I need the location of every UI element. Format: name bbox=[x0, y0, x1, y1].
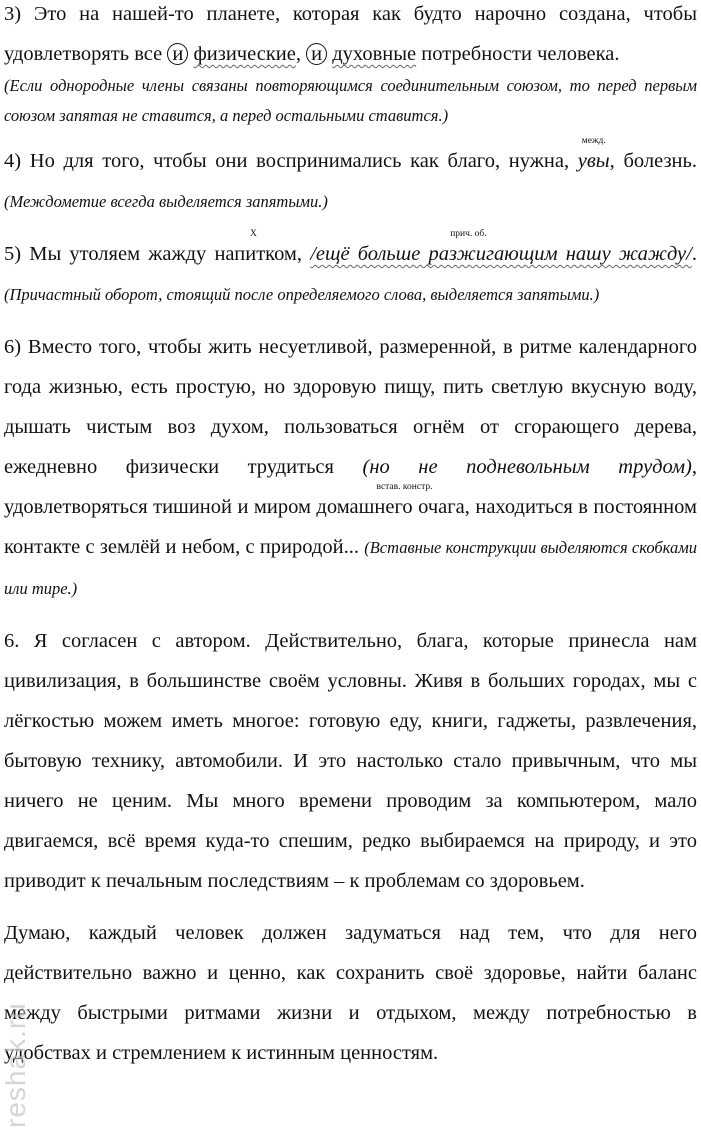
conjunction-circle-2: и bbox=[306, 43, 327, 65]
item-4-note: (Междометие всегда выделяется запятыми.) bbox=[4, 192, 328, 211]
watermark-logo: reshak.ru bbox=[0, 1002, 31, 1128]
insert-construction bbox=[362, 456, 692, 492]
homogeneous-member-2: духовные bbox=[332, 43, 417, 65]
item-6-text: 6) Вместо того, чтобы жить несуетливой, размеренной, в ритме календарного года жизнью, есть простую, но здоровую пищу, пить светлую вкусную воду, дышать чистым воз духом, пользоваться огнём от сгорающего дерева, ежедневно физически трудиться bbox=[4, 336, 697, 478]
item-3-note: (Если однородные члены связаны повторяющимся соединительным союзом, то перед первым союзом запятая не ставится, а перед остальными ставится.) bbox=[4, 76, 697, 125]
item-4-text2: , болезнь. bbox=[609, 150, 697, 172]
item-5-text-wrap bbox=[4, 229, 303, 265]
item-6 bbox=[4, 327, 697, 609]
section-6-paragraph-1: 6. Я согласен с автором. Действительно, блага, которые принесла нам цивилизация, в большинстве своём условны. Живя в больших городах, мы с лёгкостью можем иметь многое: готовую еду, книги, гаджеты, развлечения, бытовую технику, автомобили. И это настолько стало привычным, что мы ничего не ценим. Мы много времени проводим за компьютером, мало двигаемся, всё время куда-то спешим, редко выбираемся на природу, и это приводит к печальным последствиям – к проблемам со здоровьем. bbox=[4, 630, 697, 892]
comma: , bbox=[295, 43, 301, 65]
item-4-text: 4) Но для того, чтобы они воспринимались как благо, нужна, bbox=[4, 150, 570, 172]
participle-label: прич. об. bbox=[450, 229, 487, 239]
interjection-label: межд. bbox=[581, 136, 606, 146]
participle-phrase: /ещё больше разжигающим нашу жажду/ bbox=[310, 243, 692, 265]
x-mark: X bbox=[250, 229, 257, 239]
interjection-word: увы bbox=[577, 150, 610, 172]
conjunction-circle-1: и bbox=[167, 43, 188, 65]
section-6-paragraph-2: Думаю, каждый человек должен задуматься над тем, что для него действительно важно и ценно, как сохранить своё здоровье, найти баланс между быстрыми ритмами жизни и отдыхом, между потребностью в удобствах и стремлением к истинным ценностям. bbox=[4, 922, 697, 1064]
insert-text: (но не подневольным трудом) bbox=[362, 456, 692, 478]
item-5-text: 5) Мы утоляем жажду напитком, bbox=[4, 243, 303, 265]
item-5-note: (Причастный оборот, стоящий после определяемого слова, выделяется запятыми.) bbox=[4, 285, 600, 304]
period: . bbox=[691, 243, 697, 265]
item-6-note: (Вставные конструкции выделяются скобками или тире.) bbox=[4, 538, 697, 598]
item-6-text2: , удовлетворяться тишиной и миром домашнего очага, находиться в постоянном контакте с землёй и небом, с природой... bbox=[4, 456, 697, 558]
item-3-suffix: потребности человека. bbox=[421, 43, 620, 65]
item-3-prefix: 3) Это на нашей-то планете, которая как будто нарочно создана, чтобы удовлетворять все bbox=[4, 3, 697, 65]
document-page bbox=[4, 0, 697, 1073]
item-3 bbox=[4, 0, 697, 74]
insert-label: встав. констр. bbox=[376, 482, 433, 492]
interjection bbox=[577, 136, 610, 172]
homogeneous-member-1: физические bbox=[193, 43, 296, 65]
participle-wrap bbox=[310, 229, 692, 265]
item-5 bbox=[4, 229, 697, 315]
item-4 bbox=[4, 136, 697, 222]
